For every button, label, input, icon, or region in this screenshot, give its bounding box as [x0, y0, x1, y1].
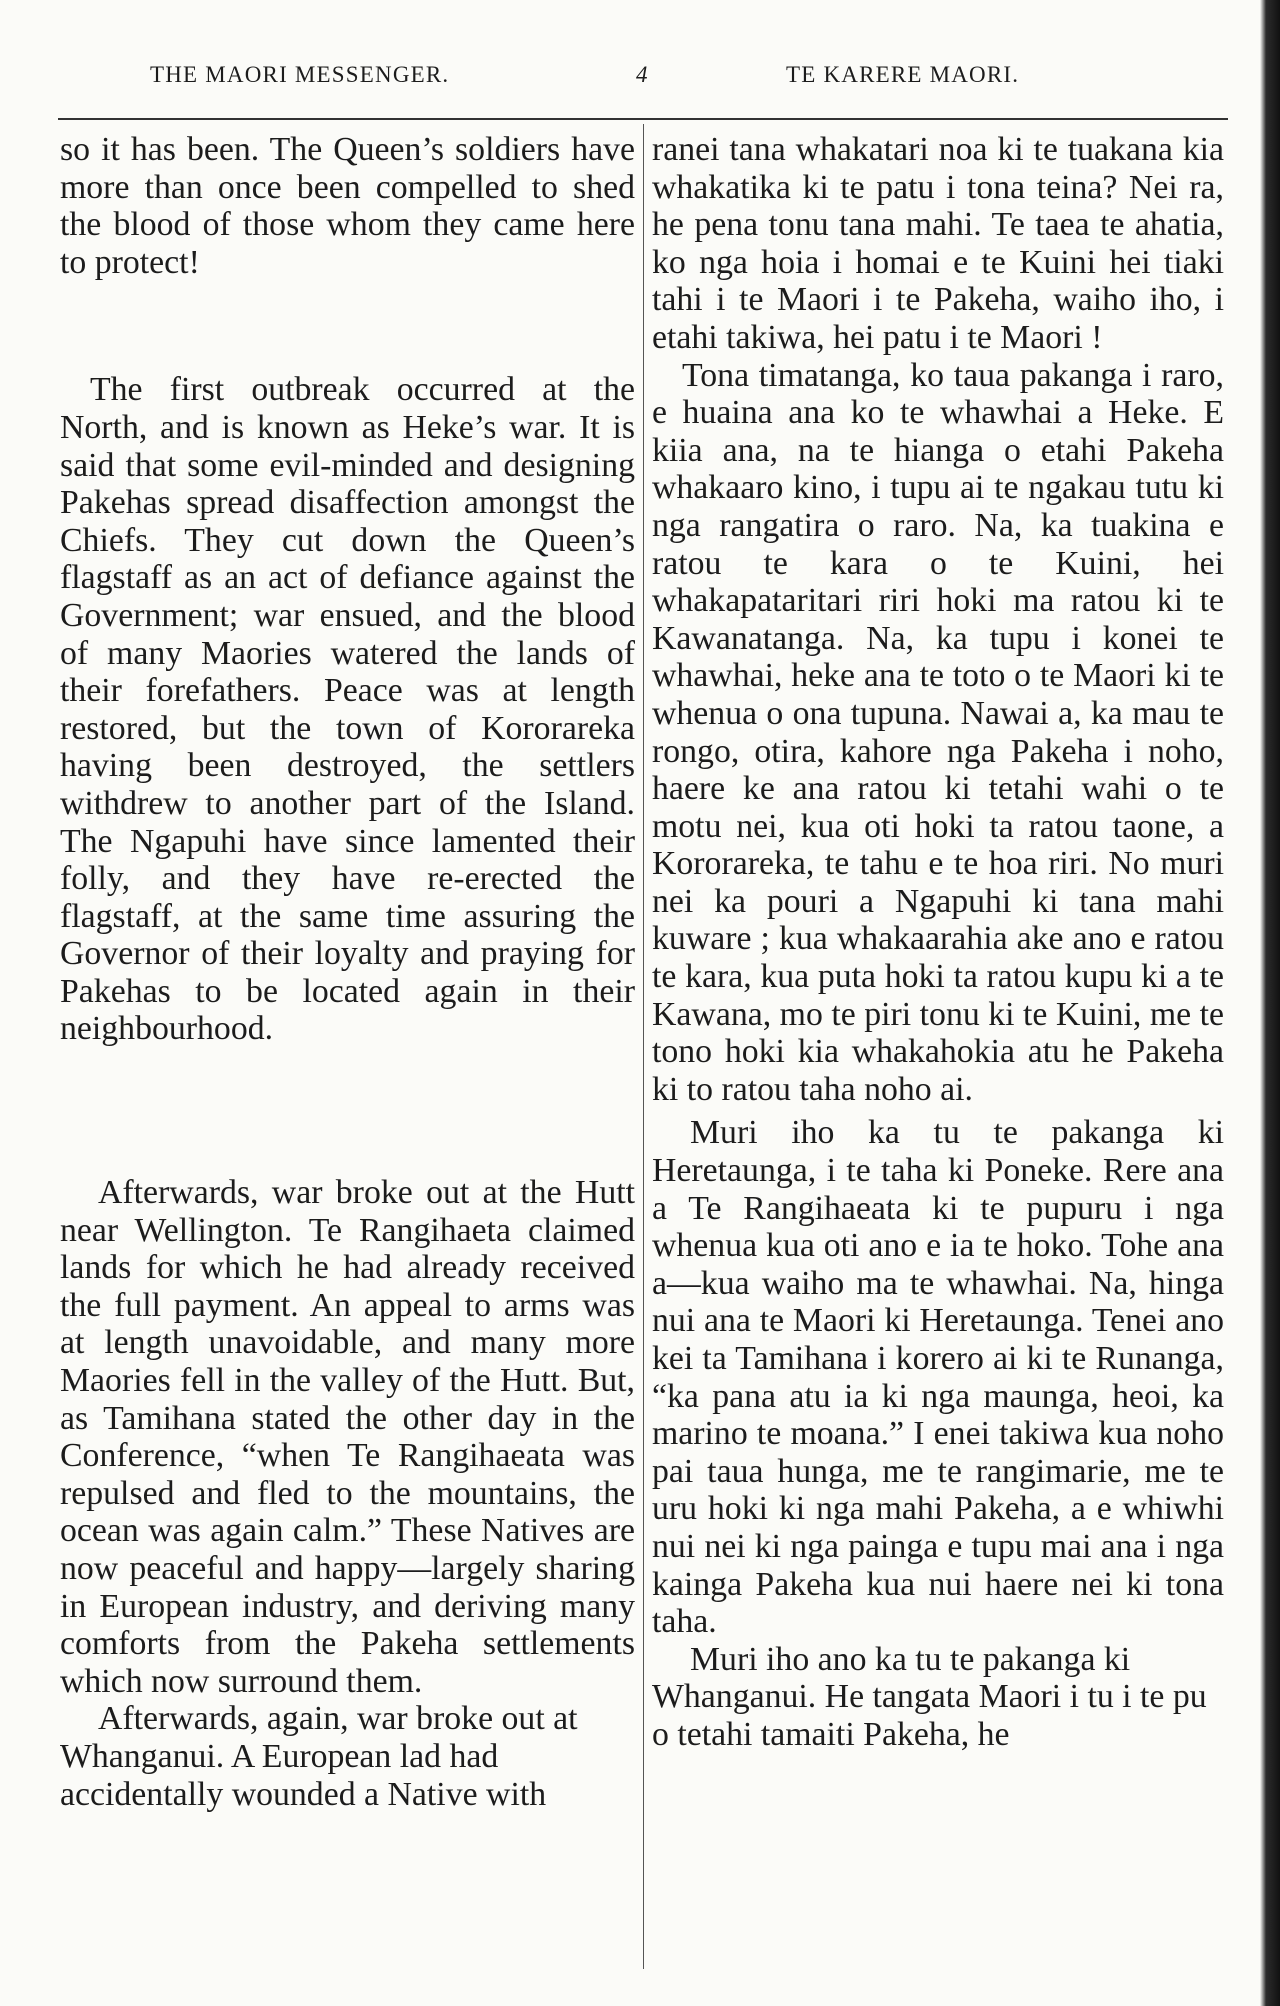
page-number: 4	[636, 62, 649, 87]
english-paragraph: The first outbreak occurred at the North, and is known as Heke’s war. It is said that some evil-minded and designing Pakehas spread disaffection amongst the Chiefs. They cut down the Queen’s flagstaff as an act of defiance against the Government; war ensued, and the blood of many Maories watered the lands of their forefathers. Peace was at length restored, but the town of Kororareka having been destroyed, the settlers withdrew to another part of the Island. The Ngapuhi have since lamented their folly, and they have re-erected the flagstaff, at the same time assuring the Governor of their loyalty and praying for Pakehas to be located again in their neighbourhood.	[60, 371, 635, 1048]
english-paragraph: Afterwards, again, war broke out at Whanganui. A European lad had accidentally wounded a Native with	[60, 1700, 578, 1813]
english-paragraph: so it has been. The Queen’s soldiers have more than once been compelled to shed the blood of those whom they came here to protect!	[60, 131, 635, 281]
binding-edge	[1260, 0, 1280, 2006]
running-head-english: THE MAORI MESSENGER.	[150, 62, 450, 87]
maori-paragraph: Muri iho ano ka tu te pakanga ki Whanganui. He tangata Maori i tu i te pu o tetahi tamaiti Pakeha, he	[652, 1640, 1207, 1753]
maori-paragraph: Muri iho ka tu te pakanga ki Heretaunga, i te taha ki Poneke. Rere ana a Te Rangihaeata ki te pupuru i nga whenua kua oti ano e ia te hoko. Tohe ana a—kua waiho ma te whawhai. Na, hinga nui ana te Maori ki Heretaunga. Tenei ano kei ta Tamihana i korero ai ki te Runanga, “ka pana atu ia ki nga maunga, heoi, ka marino te moana.” I enei takiwa kua noho pai taua hunga, me te rangimarie, me te uru hoki ki nga mahi Pakeha, a e whiwhi nui nei ki nga painga e tupu mai ana i nga kainga Pakeha kua nui haere nei ki tona taha.	[652, 1114, 1224, 1641]
column-gap	[60, 1048, 635, 1174]
column-gap	[60, 281, 635, 371]
maori-paragraph: Tona timatanga, ko taua pakanga i raro, e huaina ana ko te whawhai a Heke. E kiia ana, na te hianga o etahi Pakeha whakaaro kino, i tupu ai te ngakau tutu ki nga rangatira o raro. Na, ka tuakina e ratou te kara o te Kuini, hei whakapataritari riri hoki ma ratou ki te Kawanatanga. Na, ka tupu i konei te whawhai, heke ana te toto o te Maori ki te whenua o ona tupuna. Nawai a, ka mau te rongo, otira, kahore nga Pakeha i noho, haere ke ana ratou ki tetahi wahi o te motu nei, kua oti hoki ta ratou taone, a Kororareka, te tahu e te hoa riri. No muri nei ka pouri a Ngapuhi ki tana mahi kuware ; kua whakaarahia ake ano e ratou te kara, kua puta hoki ta ratou kupu ki a te Kawana, mo te piri tonu ki te Kuini, me te tono hoki kia whakahokia atu he Pakeha ki to ratou taha noho ai.	[652, 356, 1224, 1108]
maori-paragraph: ranei tana whakatari noa ki te tuakana kia whakatika ki te patu i tona teina? Nei ra, he pena tonu tana mahi. Te taea te ahatia, ko nga hoia i homai e te Kuini hei tiaki tahi i te Maori i te Pakeha, waiho iho, i etahi takiwa, hei patu i te Maori !	[652, 131, 1224, 356]
english-column	[60, 131, 635, 1813]
header-rule	[58, 118, 1228, 120]
english-paragraph: Afterwards, war broke out at the Hutt near Wellington. Te Rangihaeta claimed lands for which he had already received the full payment. An appeal to arms was at length unavoidable, and many more Maories fell in the valley of the Hutt. But, as Tamihana stated the other day in the Conference, “when Te Rangihaeata was repulsed and fled to the mountains, the ocean was again calm.” These Natives are now peaceful and happy—largely sharing in European industry, and deriving many comforts from the Pakeha settlements which now surround them.	[60, 1174, 635, 1700]
running-head-maori: TE KARERE MAORI.	[786, 62, 1020, 87]
maori-column	[652, 131, 1224, 1754]
column-divider	[643, 124, 644, 1969]
